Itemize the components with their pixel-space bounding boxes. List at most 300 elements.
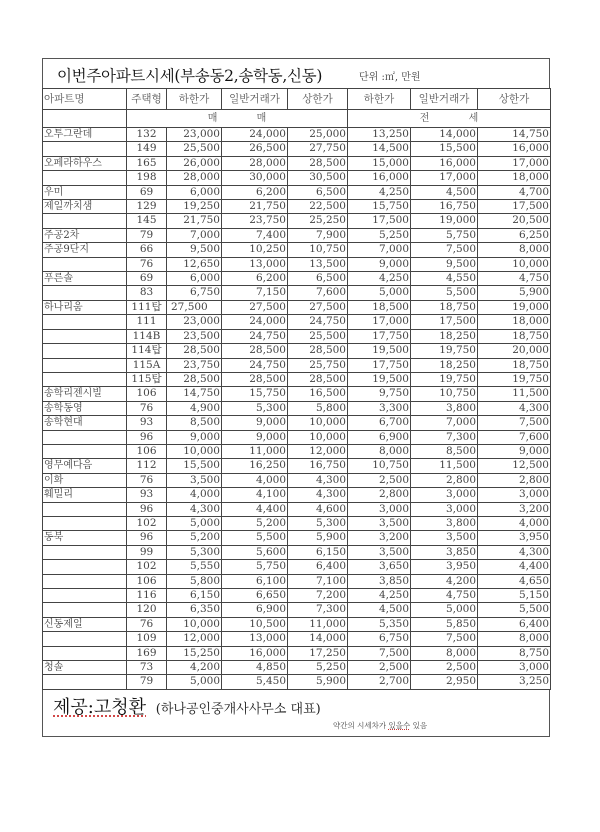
cell-lease-normal: 2,500 [411,661,478,675]
cell-lease-high: 3,200 [478,502,551,516]
cell-apartment-name [43,329,127,343]
cell-lease-normal: 5,000 [411,603,478,617]
cell-lease-normal: 17,500 [411,315,478,329]
cell-lease-high: 4,650 [478,574,551,588]
cell-apartment-name [43,214,127,228]
cell-housing-type: 106 [127,444,167,458]
cell-lease-high: 17,000 [478,156,551,170]
table-row [43,142,551,156]
cell-housing-type: 76 [127,617,167,631]
cell-lease-low: 13,250 [348,128,411,142]
cell-sale-normal: 28,500 [222,372,288,386]
cell-lease-low: 3,300 [348,401,411,415]
cell-sale-normal: 13,000 [222,257,288,271]
table-row [43,315,551,329]
cell-lease-normal: 4,750 [411,589,478,603]
cell-lease-high: 3,000 [478,488,551,502]
cell-lease-low: 8,000 [348,444,411,458]
cell-housing-type: 93 [127,416,167,430]
cell-lease-high: 4,300 [478,545,551,559]
cell-sale-low: 8,500 [167,416,222,430]
cell-sale-high: 6,500 [288,185,348,199]
cell-sale-low: 27,500 [167,300,222,314]
cell-lease-normal: 3,000 [411,488,478,502]
price-table [42,88,551,690]
cell-sale-high: 7,600 [288,286,348,300]
cell-sale-normal: 5,500 [222,531,288,545]
cell-lease-low: 2,500 [348,661,411,675]
cell-lease-high: 5,500 [478,603,551,617]
cell-apartment-name: 송학동영 [43,401,127,415]
cell-sale-normal: 5,200 [222,516,288,530]
cell-lease-normal: 19,750 [411,344,478,358]
cell-apartment-name [43,286,127,300]
cell-sale-low: 23,000 [167,128,222,142]
cell-lease-low: 10,750 [348,459,411,473]
cell-lease-low: 17,750 [348,329,411,343]
cell-lease-normal: 2,800 [411,473,478,487]
cell-sale-high: 7,300 [288,603,348,617]
table-row [43,200,551,214]
col-header-lease-low: 하한가 [348,89,411,110]
cell-sale-normal: 28,500 [222,344,288,358]
cell-lease-low: 3,500 [348,545,411,559]
cell-sale-low: 4,900 [167,401,222,415]
cell-sale-low: 10,000 [167,617,222,631]
cell-housing-type: 111탑 [127,300,167,314]
cell-apartment-name [43,603,127,617]
cell-sale-high: 16,750 [288,459,348,473]
cell-housing-type: 102 [127,560,167,574]
cell-lease-high: 8,750 [478,646,551,660]
cell-apartment-name [43,344,127,358]
cell-lease-low: 3,650 [348,560,411,574]
cell-lease-high: 4,300 [478,401,551,415]
cell-sale-high: 12,000 [288,444,348,458]
office-name: (하나공인중개사사무소 대표) [155,701,321,717]
cell-lease-normal: 9,500 [411,257,478,271]
cell-lease-low: 3,500 [348,516,411,530]
cell-sale-high: 16,500 [288,387,348,401]
cell-sale-normal: 13,000 [222,632,288,646]
cell-sale-normal: 16,250 [222,459,288,473]
provider-label: 제공:고청환 [53,696,147,718]
cell-sale-normal: 4,400 [222,502,288,516]
cell-apartment-name: 푸른솔 [43,272,127,286]
col-header-sale-high: 상한가 [288,89,348,110]
cell-apartment-name [43,502,127,516]
cell-housing-type: 111 [127,315,167,329]
table-row [43,632,551,646]
table-row [43,560,551,574]
table-row [43,589,551,603]
cell-apartment-name [43,142,127,156]
cell-lease-normal: 16,000 [411,156,478,170]
cell-lease-normal: 14,000 [411,128,478,142]
table-row [43,603,551,617]
table-row [43,372,551,386]
cell-sale-normal: 9,000 [222,416,288,430]
cell-lease-high: 6,250 [478,228,551,242]
cell-sale-low: 23,500 [167,329,222,343]
cell-sale-normal: 6,900 [222,603,288,617]
cell-lease-low: 9,000 [348,257,411,271]
cell-sale-normal: 9,000 [222,430,288,444]
cell-lease-low: 19,500 [348,372,411,386]
cell-sale-high: 10,000 [288,416,348,430]
cell-sale-high: 6,150 [288,545,348,559]
cell-lease-high: 3,000 [478,661,551,675]
table-row [43,531,551,545]
cell-housing-type: 96 [127,531,167,545]
cell-lease-high: 20,000 [478,344,551,358]
cell-lease-high: 16,000 [478,142,551,156]
cell-sale-high: 28,500 [288,372,348,386]
cell-sale-low: 6,150 [167,589,222,603]
cell-lease-high: 9,000 [478,444,551,458]
table-row [43,430,551,444]
cell-sale-high: 7,100 [288,574,348,588]
cell-sale-normal: 28,000 [222,156,288,170]
cell-housing-type: 96 [127,502,167,516]
cell-sale-low: 21,750 [167,214,222,228]
cell-housing-type: 165 [127,156,167,170]
cell-lease-normal: 10,750 [411,387,478,401]
cell-apartment-name [43,516,127,530]
cell-lease-normal: 5,500 [411,286,478,300]
price-table-body [43,128,551,690]
cell-lease-low: 4,250 [348,589,411,603]
cell-lease-normal: 7,500 [411,243,478,257]
cell-lease-normal: 5,850 [411,617,478,631]
cell-sale-normal: 10,500 [222,617,288,631]
cell-sale-low: 23,750 [167,358,222,372]
cell-lease-normal: 15,500 [411,142,478,156]
cell-sale-low: 12,650 [167,257,222,271]
group-sale-label: 매 매 [207,113,285,124]
cell-sale-normal: 16,000 [222,646,288,660]
table-row [43,272,551,286]
provider-line [53,693,321,719]
cell-sale-high: 25,750 [288,358,348,372]
cell-lease-low: 2,500 [348,473,411,487]
cell-sale-low: 10,000 [167,444,222,458]
cell-sale-low: 5,000 [167,675,222,689]
table-row [43,502,551,516]
cell-apartment-name [43,545,127,559]
cell-lease-high: 5,150 [478,589,551,603]
cell-sale-high: 7,200 [288,589,348,603]
cell-lease-low: 7,000 [348,243,411,257]
cell-sale-low: 5,000 [167,516,222,530]
cell-sale-high: 28,500 [288,156,348,170]
unit-label: 단위 :㎡, 만원 [359,72,421,83]
cell-lease-high: 12,500 [478,459,551,473]
cell-housing-type: 66 [127,243,167,257]
cell-lease-low: 3,000 [348,502,411,516]
cell-lease-low: 2,700 [348,675,411,689]
cell-sale-normal: 24,000 [222,128,288,142]
table-row [43,416,551,430]
cell-lease-normal: 18,750 [411,300,478,314]
cell-sale-high: 10,000 [288,430,348,444]
cell-lease-normal: 17,000 [411,171,478,185]
cell-housing-type: 120 [127,603,167,617]
cell-sale-normal: 15,750 [222,387,288,401]
cell-sale-low: 6,000 [167,185,222,199]
cell-sale-low: 6,750 [167,286,222,300]
table-row [43,128,551,142]
cell-apartment-name: 오투그란데 [43,128,127,142]
col-header-lease-high: 상한가 [478,89,551,110]
table-row [43,214,551,228]
cell-lease-normal: 19,750 [411,372,478,386]
cell-apartment-name [43,257,127,271]
cell-lease-high: 7,500 [478,416,551,430]
table-row [43,156,551,170]
cell-lease-high: 18,750 [478,358,551,372]
cell-sale-normal: 24,000 [222,315,288,329]
col-header-lease-normal: 일반거래가 [411,89,478,110]
table-row [43,617,551,631]
cell-apartment-name: 하나리움 [43,300,127,314]
cell-sale-low: 4,000 [167,488,222,502]
cell-lease-low: 4,250 [348,272,411,286]
cell-housing-type: 76 [127,401,167,415]
cell-sale-normal: 4,100 [222,488,288,502]
cell-sale-high: 6,400 [288,560,348,574]
cell-housing-type: 145 [127,214,167,228]
cell-sale-high: 5,900 [288,531,348,545]
cell-sale-low: 26,000 [167,156,222,170]
cell-apartment-name [43,646,127,660]
cell-sale-normal: 7,150 [222,286,288,300]
cell-sale-normal: 6,200 [222,272,288,286]
cell-sale-high: 5,300 [288,516,348,530]
cell-lease-high: 17,500 [478,200,551,214]
cell-housing-type: 114B [127,329,167,343]
cell-sale-low: 6,000 [167,272,222,286]
cell-housing-type: 115A [127,358,167,372]
col-header-type: 주택형 [127,89,167,110]
cell-apartment-name [43,675,127,689]
table-row [43,257,551,271]
cell-lease-high: 5,900 [478,286,551,300]
cell-housing-type: 69 [127,185,167,199]
cell-lease-high: 8,000 [478,243,551,257]
cell-sale-high: 6,500 [288,272,348,286]
cell-apartment-name: 동북 [43,531,127,545]
cell-sale-high: 4,600 [288,502,348,516]
cell-lease-low: 17,000 [348,315,411,329]
table-row [43,344,551,358]
cell-apartment-name [43,574,127,588]
cell-lease-normal: 3,950 [411,560,478,574]
table-row [43,646,551,660]
cell-sale-low: 4,200 [167,661,222,675]
cell-housing-type: 76 [127,473,167,487]
cell-housing-type: 83 [127,286,167,300]
cell-apartment-name: 이화 [43,473,127,487]
cell-sale-low: 15,250 [167,646,222,660]
cell-apartment-name: 주공9단지 [43,243,127,257]
cell-apartment-name [43,315,127,329]
cell-sale-low: 4,300 [167,502,222,516]
cell-sale-low: 25,500 [167,142,222,156]
title-box [42,58,550,88]
cell-lease-high: 18,000 [478,171,551,185]
note-underlined: 있을수 [388,720,411,730]
cell-sale-normal: 6,100 [222,574,288,588]
cell-sale-high: 13,500 [288,257,348,271]
cell-lease-high: 3,250 [478,675,551,689]
sheet-title: 이번주아파트시세(부송동2,송학동,신동) [57,67,323,85]
cell-lease-low: 16,000 [348,171,411,185]
cell-sale-high: 24,750 [288,315,348,329]
cell-lease-normal: 3,800 [411,401,478,415]
cell-sale-high: 27,500 [288,300,348,314]
disclaimer-note [333,720,427,731]
cell-lease-low: 15,750 [348,200,411,214]
cell-lease-normal: 8,000 [411,646,478,660]
cell-lease-normal: 16,750 [411,200,478,214]
cell-lease-high: 19,750 [478,372,551,386]
table-row [43,358,551,372]
cell-sale-low: 28,000 [167,171,222,185]
cell-sale-normal: 23,750 [222,214,288,228]
cell-sale-low: 12,000 [167,632,222,646]
table-row [43,185,551,199]
cell-sale-low: 5,200 [167,531,222,545]
cell-housing-type: 132 [127,128,167,142]
cell-sale-normal: 6,650 [222,589,288,603]
cell-sale-low: 9,500 [167,243,222,257]
cell-lease-high: 18,000 [478,315,551,329]
cell-lease-high: 11,500 [478,387,551,401]
cell-lease-low: 17,750 [348,358,411,372]
table-row [43,516,551,530]
cell-lease-low: 14,500 [348,142,411,156]
cell-apartment-name [43,372,127,386]
cell-lease-high: 4,700 [478,185,551,199]
cell-lease-low: 15,000 [348,156,411,170]
cell-housing-type: 102 [127,516,167,530]
cell-lease-low: 9,750 [348,387,411,401]
column-header-row [43,89,551,110]
cell-lease-low: 5,000 [348,286,411,300]
table-row [43,459,551,473]
cell-housing-type: 73 [127,661,167,675]
cell-apartment-name: 제일까치샘 [43,200,127,214]
table-row [43,228,551,242]
cell-apartment-name [43,560,127,574]
cell-sale-high: 30,500 [288,171,348,185]
table-row [43,675,551,689]
cell-apartment-name [43,430,127,444]
table-row [43,444,551,458]
cell-apartment-name: 송학리젠시빌 [43,387,127,401]
cell-lease-normal: 4,200 [411,574,478,588]
cell-lease-normal: 5,750 [411,228,478,242]
cell-lease-high: 18,750 [478,329,551,343]
group-header-blank [43,110,127,128]
cell-sale-high: 25,000 [288,128,348,142]
cell-lease-high: 4,750 [478,272,551,286]
cell-housing-type: 106 [127,574,167,588]
cell-lease-low: 4,250 [348,185,411,199]
cell-sale-low: 28,500 [167,372,222,386]
cell-housing-type: 106 [127,387,167,401]
table-row [43,401,551,415]
cell-sale-low: 3,500 [167,473,222,487]
cell-lease-low: 7,500 [348,646,411,660]
cell-sale-normal: 7,400 [222,228,288,242]
cell-lease-high: 10,000 [478,257,551,271]
cell-lease-high: 8,000 [478,632,551,646]
cell-lease-high: 4,400 [478,560,551,574]
cell-lease-normal: 3,850 [411,545,478,559]
cell-sale-high: 5,250 [288,661,348,675]
cell-lease-low: 6,700 [348,416,411,430]
cell-lease-normal: 18,250 [411,358,478,372]
cell-sale-high: 5,900 [288,675,348,689]
table-row [43,243,551,257]
cell-sale-normal: 21,750 [222,200,288,214]
cell-housing-type: 115탑 [127,372,167,386]
cell-sale-high: 14,000 [288,632,348,646]
cell-apartment-name: 신동제일 [43,617,127,631]
cell-housing-type: 116 [127,589,167,603]
table-row [43,545,551,559]
table-row [43,661,551,675]
cell-housing-type: 149 [127,142,167,156]
col-header-name: 아파트명 [43,89,127,110]
cell-sale-normal: 26,500 [222,142,288,156]
cell-lease-low: 2,800 [348,488,411,502]
cell-lease-normal: 3,800 [411,516,478,530]
cell-sale-high: 25,250 [288,214,348,228]
cell-apartment-name [43,632,127,646]
note-prefix: 약간의 시세차가 [333,720,389,730]
col-header-sale-normal: 일반거래가 [222,89,288,110]
table-row [43,286,551,300]
cell-sale-high: 4,300 [288,473,348,487]
cell-sale-high: 28,500 [288,344,348,358]
cell-housing-type: 69 [127,272,167,286]
cell-sale-low: 7,000 [167,228,222,242]
group-header-lease [348,110,551,128]
cell-sale-low: 6,350 [167,603,222,617]
cell-housing-type: 93 [127,488,167,502]
price-sheet [42,58,550,737]
cell-lease-low: 17,500 [348,214,411,228]
cell-sale-normal: 11,000 [222,444,288,458]
cell-housing-type: 79 [127,228,167,242]
cell-apartment-name: 훼밀리 [43,488,127,502]
cell-lease-normal: 7,000 [411,416,478,430]
cell-sale-normal: 27,500 [222,300,288,314]
cell-housing-type: 76 [127,257,167,271]
cell-apartment-name [43,171,127,185]
cell-lease-low: 6,900 [348,430,411,444]
group-header-sale [127,110,348,128]
cell-lease-normal: 2,950 [411,675,478,689]
cell-sale-low: 14,750 [167,387,222,401]
cell-lease-high: 20,500 [478,214,551,228]
cell-sale-low: 5,550 [167,560,222,574]
cell-lease-high: 6,400 [478,617,551,631]
cell-apartment-name: 오페라하우스 [43,156,127,170]
